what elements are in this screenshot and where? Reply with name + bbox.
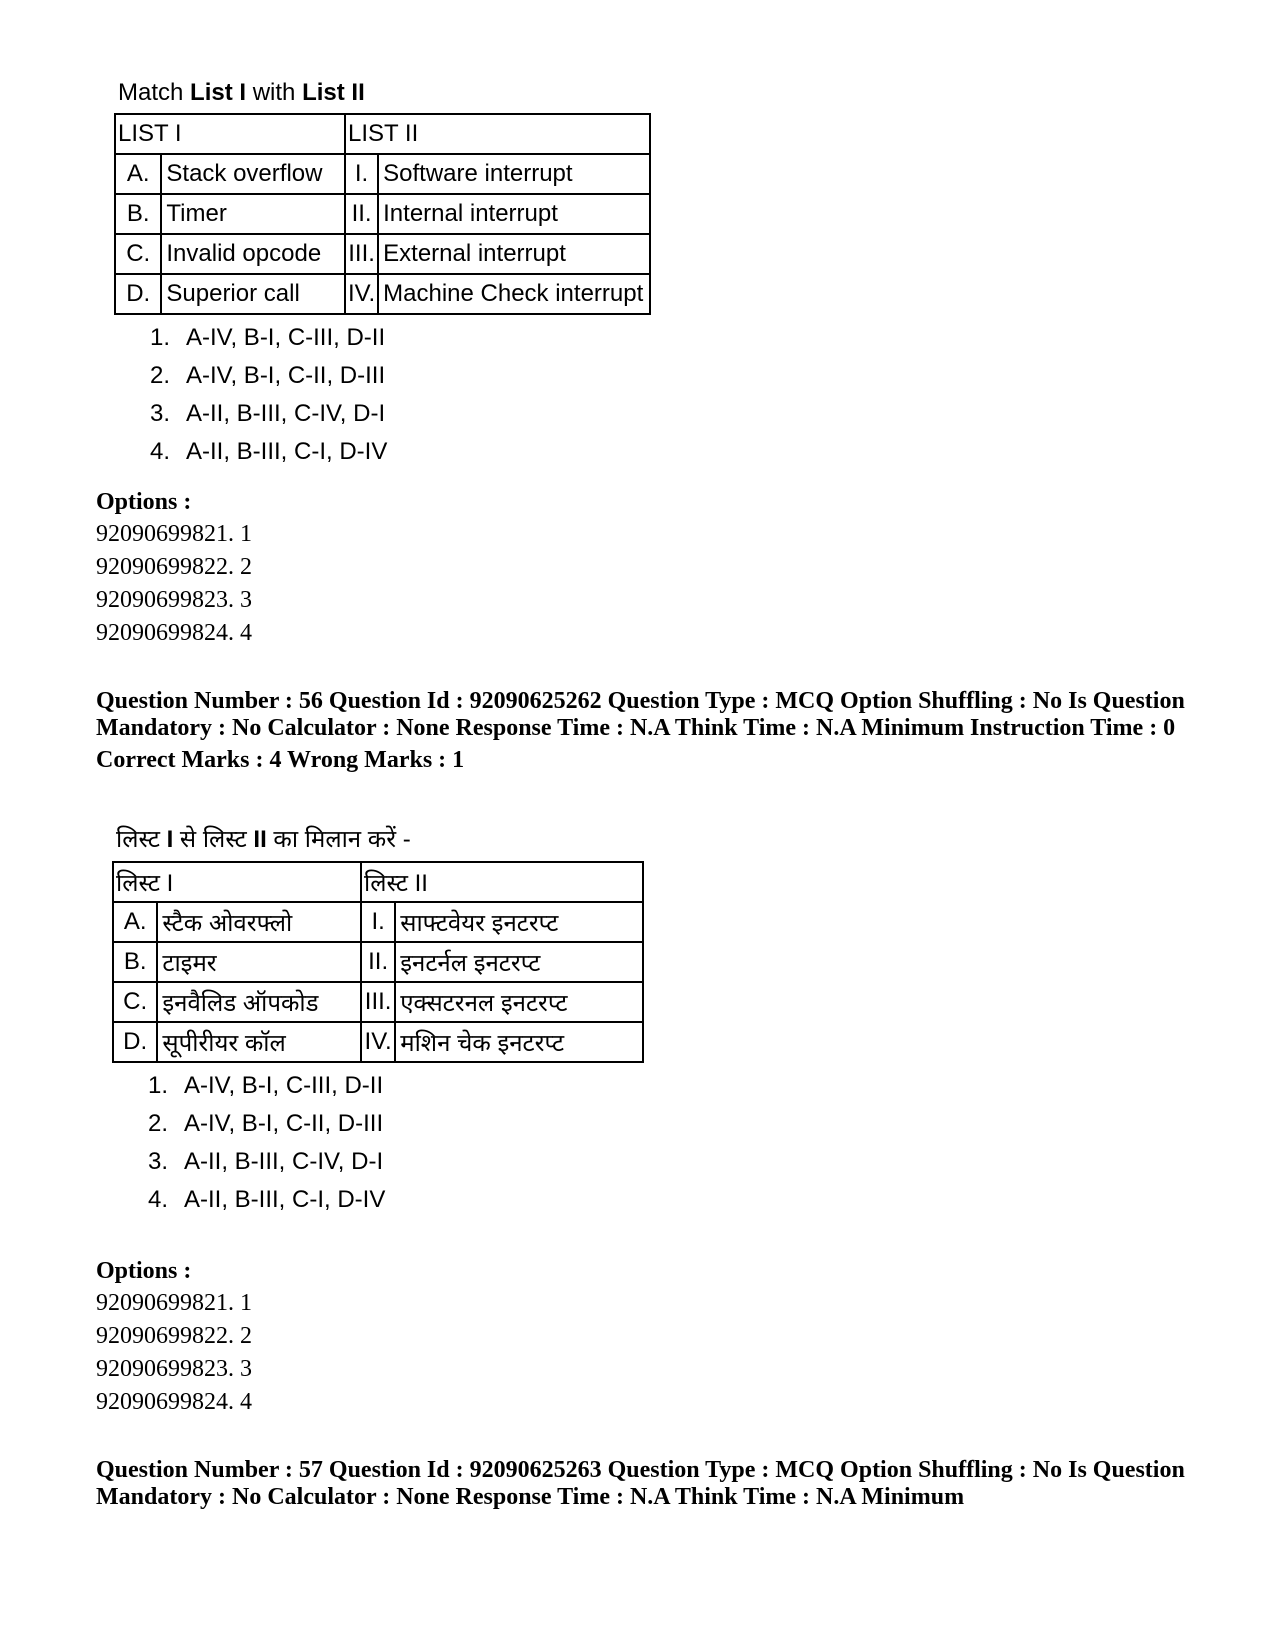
marks-text: Correct Marks : 4 Wrong Marks : 1 bbox=[96, 747, 465, 773]
row-roman: III. bbox=[361, 982, 395, 1022]
table-row bbox=[113, 1022, 643, 1062]
choice-number: 2. bbox=[148, 1110, 169, 1137]
row-roman: I. bbox=[361, 902, 395, 942]
option-item: 92090699821. 1 bbox=[96, 521, 252, 547]
table-row bbox=[113, 982, 643, 1022]
choice-text: A-II, B-III, C-IV, D-I bbox=[184, 1148, 384, 1175]
option-item: 92090699823. 3 bbox=[96, 587, 252, 613]
list-item bbox=[148, 1181, 644, 1219]
row-match: Internal interrupt bbox=[378, 194, 650, 234]
row-item: Stack overflow bbox=[161, 154, 345, 194]
row-letter: B. bbox=[113, 942, 157, 982]
choice-number: 4. bbox=[150, 438, 171, 465]
row-item: इनवैलिड ऑपकोड bbox=[157, 982, 361, 1022]
q56-meta bbox=[96, 688, 1196, 774]
row-item: Superior call bbox=[161, 274, 345, 314]
q56-match-table bbox=[112, 861, 644, 1063]
q55-match-table bbox=[114, 113, 651, 315]
row-roman: II. bbox=[361, 942, 395, 982]
list2-header: लिस्ट II bbox=[361, 862, 643, 902]
row-roman: IV. bbox=[345, 274, 378, 314]
q56-choice-list bbox=[112, 1067, 644, 1219]
q56-heading bbox=[116, 822, 644, 855]
choice-text: A-IV, B-I, C-II, D-III bbox=[184, 1110, 384, 1137]
list1-header: LIST I bbox=[115, 114, 345, 154]
question-meta-text: Question Number : 57 Question Id : 92090625263 Question Type : MCQ Option Shuffling : No Is Question Mandatory : No Calculator : None Response Time : N.A Think Time : N.A Minimum bbox=[96, 1457, 1185, 1510]
table-row bbox=[113, 942, 643, 982]
row-match: Software interrupt bbox=[378, 154, 650, 194]
row-letter: D. bbox=[113, 1022, 157, 1062]
list2-header: LIST II bbox=[345, 114, 650, 154]
choice-text: A-II, B-III, C-I, D-IV bbox=[184, 1186, 386, 1213]
list1-header: लिस्ट I bbox=[113, 862, 361, 902]
row-letter: D. bbox=[115, 274, 161, 314]
option-item: 92090699823. 3 bbox=[96, 1356, 252, 1382]
q55-heading-list1: List I bbox=[190, 79, 247, 106]
row-letter: B. bbox=[115, 194, 161, 234]
row-item: सूपीरीयर कॉल bbox=[157, 1022, 361, 1062]
row-item: स्टैक ओवरफ्लो bbox=[157, 902, 361, 942]
choice-number: 3. bbox=[150, 400, 171, 427]
list-item bbox=[150, 395, 651, 433]
q56-heading-list2: II bbox=[253, 826, 267, 853]
row-roman: IV. bbox=[361, 1022, 395, 1062]
options-title: Options : bbox=[96, 1258, 192, 1284]
q55-heading-list2: List II bbox=[302, 79, 365, 106]
q56-options bbox=[96, 1255, 252, 1419]
option-item: 92090699824. 4 bbox=[96, 620, 252, 646]
q55-match-block bbox=[114, 79, 651, 471]
choice-number: 2. bbox=[150, 362, 171, 389]
choice-text: A-II, B-III, C-IV, D-I bbox=[186, 400, 386, 427]
q55-options bbox=[96, 486, 252, 650]
q56-heading-pre: लिस्ट bbox=[116, 826, 167, 853]
option-item: 92090699821. 1 bbox=[96, 1290, 252, 1316]
list-item bbox=[148, 1143, 644, 1181]
choice-number: 1. bbox=[150, 324, 171, 351]
row-match: एक्सटरनल इनटरप्ट bbox=[395, 982, 643, 1022]
list-item bbox=[150, 319, 651, 357]
table-row bbox=[115, 274, 650, 314]
choice-number: 4. bbox=[148, 1186, 169, 1213]
list-item bbox=[150, 433, 651, 471]
choice-text: A-IV, B-I, C-III, D-II bbox=[184, 1072, 384, 1099]
row-match: External interrupt bbox=[378, 234, 650, 274]
list-item bbox=[150, 357, 651, 395]
choice-text: A-IV, B-I, C-III, D-II bbox=[186, 324, 386, 351]
option-item: 92090699822. 2 bbox=[96, 554, 252, 580]
row-item: Invalid opcode bbox=[161, 234, 345, 274]
row-item: टाइमर bbox=[157, 942, 361, 982]
q55-heading-pre: Match bbox=[118, 79, 191, 106]
q56-heading-post: का मिलान करें - bbox=[266, 826, 411, 853]
row-letter: C. bbox=[115, 234, 161, 274]
q55-heading-mid: with bbox=[246, 79, 303, 106]
table-row bbox=[115, 154, 650, 194]
table-row bbox=[113, 902, 643, 942]
list-item bbox=[148, 1105, 644, 1143]
q57-meta bbox=[96, 1457, 1196, 1511]
row-letter: A. bbox=[113, 902, 157, 942]
q56-heading-mid: से लिस्ट bbox=[173, 826, 254, 853]
table-row bbox=[115, 194, 650, 234]
row-roman: II. bbox=[345, 194, 378, 234]
choice-number: 1. bbox=[148, 1072, 169, 1099]
q56-heading-list1: I bbox=[166, 826, 174, 853]
row-match: मशिन चेक इनटरप्ट bbox=[395, 1022, 643, 1062]
q56-match-block bbox=[112, 822, 644, 1219]
row-match: साफ्टवेयर इनटरप्ट bbox=[395, 902, 643, 942]
list-item bbox=[148, 1067, 644, 1105]
row-match: इनटर्नल इनटरप्ट bbox=[395, 942, 643, 982]
table-row bbox=[115, 234, 650, 274]
option-item: 92090699824. 4 bbox=[96, 1389, 252, 1415]
options-title: Options : bbox=[96, 489, 192, 515]
option-item: 92090699822. 2 bbox=[96, 1323, 252, 1349]
row-match: Machine Check interrupt bbox=[378, 274, 650, 314]
choice-number: 3. bbox=[148, 1148, 169, 1175]
row-roman: I. bbox=[345, 154, 378, 194]
row-roman: III. bbox=[345, 234, 378, 274]
table-header-row bbox=[113, 862, 643, 902]
choice-text: A-IV, B-I, C-II, D-III bbox=[186, 362, 386, 389]
row-letter: C. bbox=[113, 982, 157, 1022]
q55-heading bbox=[118, 79, 651, 107]
table-header-row bbox=[115, 114, 650, 154]
question-meta-text: Question Number : 56 Question Id : 92090625262 Question Type : MCQ Option Shuffling : No Is Question Mandatory : No Calculator : None Response Time : N.A Think Time : N.A Minimum Instruction Time : 0 bbox=[96, 688, 1185, 741]
choice-text: A-II, B-III, C-I, D-IV bbox=[186, 438, 388, 465]
row-letter: A. bbox=[115, 154, 161, 194]
row-item: Timer bbox=[161, 194, 345, 234]
q55-choice-list bbox=[114, 319, 651, 471]
